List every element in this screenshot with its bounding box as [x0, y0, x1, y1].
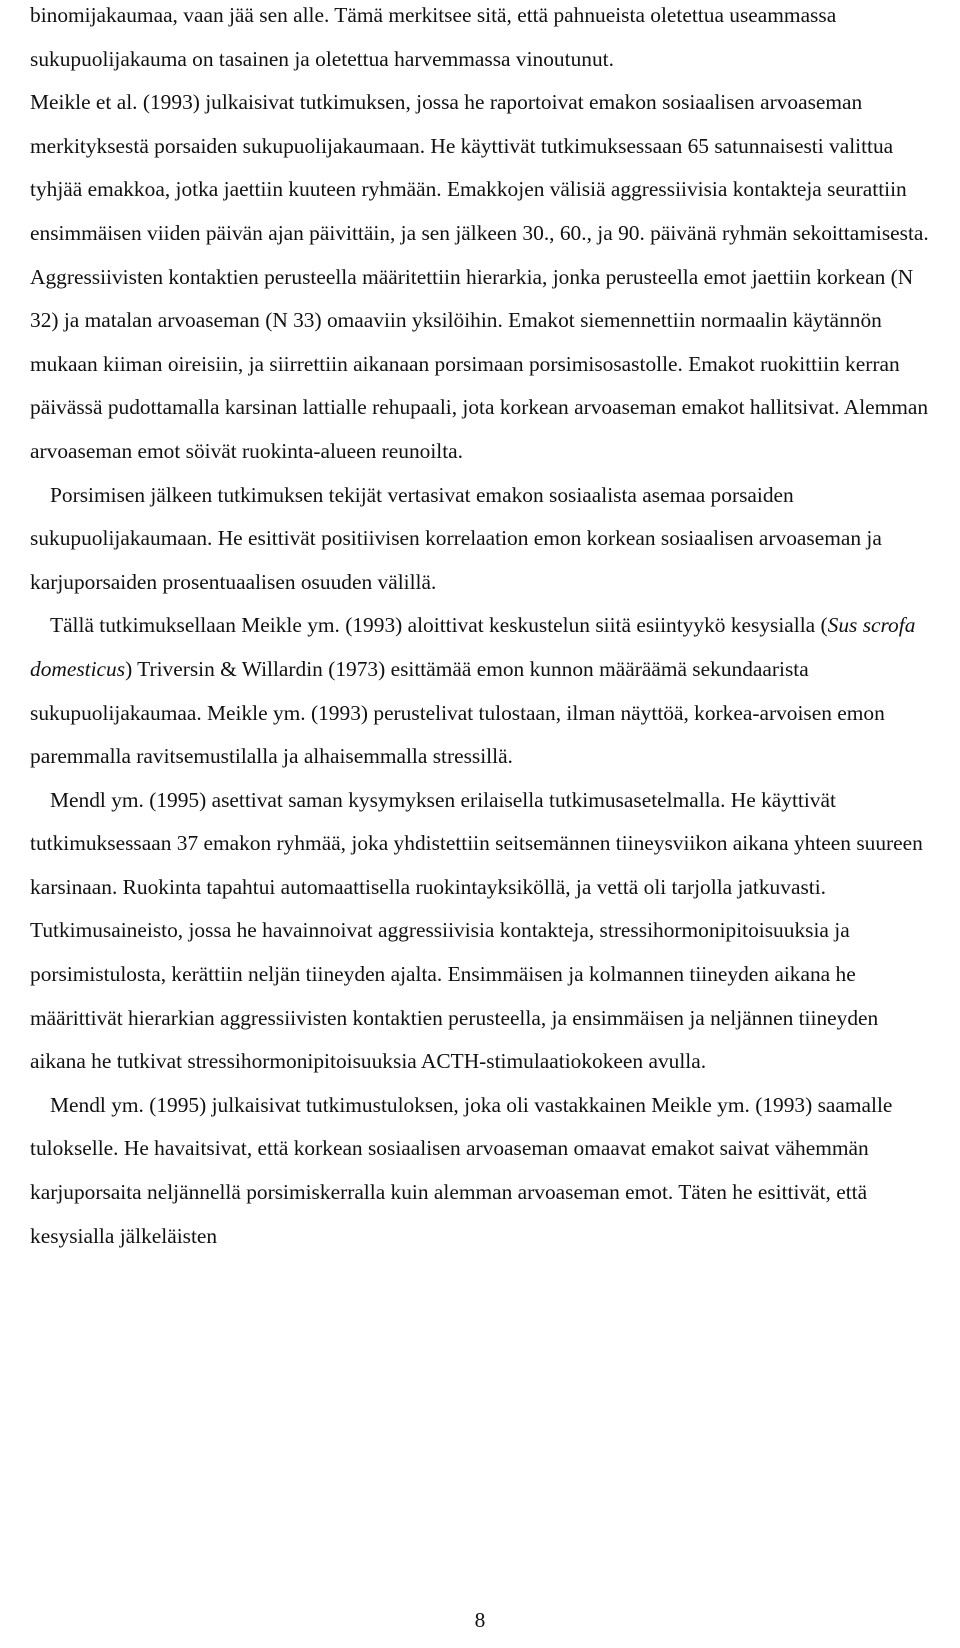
paragraph-6: Mendl ym. (1995) julkaisivat tutkimustuloksen, joka oli vastakkainen Meikle ym. (1993) saamalle tulokselle. He havaitsivat, että korkean sosiaalisen arvoaseman omaavat emakot saivat vähemmän karjuporsaita neljännellä porsimiskerralla kuin alemman arvoaseman emot. Täten he esittivät, että kesysialla jälkeläisten [30, 1092, 893, 1248]
paragraph-1: binomijakaumaa, vaan jää sen alle. Tämä merkitsee sitä, että pahnueista oletettua useammassa sukupuolijakauma on tasainen ja oletettua harvemmassa vinoutunut. [30, 3, 837, 71]
paragraph-3: Porsimisen jälkeen tutkimuksen tekijät vertasivat emakon sosiaalista asemaa porsaiden sukupuolijakaumaan. He esittivät positiivisen korrelaation emon korkean sosiaalisen arvoaseman ja karjuporsaiden prosentuaalisen osuuden välillä. [30, 482, 882, 594]
species-name-italic: Sus scrofa domesticus [30, 613, 916, 681]
document-body [30, 0, 935, 1258]
paragraph-4-text-after: ) Triversin & Willardin (1973) esittämää emon kunnon määräämä sekundaarista sukupuolijakaumaa. Meikle ym. (1993) perustelivat tulostaan, ilman näyttöä, korkea-arvoisen emon paremmalla ravitsemustilalla ja alhaisemmalla stressillä. [30, 656, 885, 769]
paragraph-5: Mendl ym. (1995) asettivat saman kysymyksen erilaisella tutkimusasetelmalla. He käyttivät tutkimuksessaan 37 emakon ryhmää, joka yhdistettiin seitsemännen tiineysviikon aikana yhteen suureen karsinaan. Ruokinta tapahtui automaattisella ruokintayksiköllä, ja vettä oli tarjolla jatkuvasti. Tutkimusaineisto, jossa he havainnoivat aggressiivisia kontakteja, stressihormonipitoisuuksia ja porsimistulosta, kerättiin neljän tiineyden ajalta. Ensimmäisen ja kolmannen tiineyden aikana he määrittivät hierarkian aggressiivisten kontaktien perusteella, ja ensimmäisen ja neljännen tiineyden aikana he tutkivat stressihormonipitoisuuksia ACTH-stimulaatiokokeen avulla. [30, 787, 923, 1074]
paragraph-4 [30, 604, 935, 778]
paragraph-2: Meikle et al. (1993) julkaisivat tutkimuksen, jossa he raportoivat emakon sosiaalisen arvoaseman merkityksestä porsaiden sukupuolijakaumaan. He käyttivät tutkimuksessaan 65 satunnaisesti valittua tyhjää emakkoa, jotka jaettiin kuuteen ryhmään. Emakkojen välisiä aggressiivisia kontakteja seurattiin ensimmäisen viiden päivän ajan päivittäin, ja sen jälkeen 30., 60., ja 90. päivänä ryhmän sekoittamisesta. Aggressiivisten kontaktien perusteella määritettiin hierarkia, jonka perusteella emot jaettiin korkean (N 32) ja matalan arvoaseman (N 33) omaaviin yksilöihin. Emakot siemennettiin normaalin käytännön mukaan kiiman oireisiin, ja siirrettiin aikanaan porsimaan porsimisosastolle. Emakot ruokittiin kerran päivässä pudottamalla karsinan lattialle rehupaali, jota korkean arvoaseman emakot hallitsivat. Alemman arvoaseman emot söivät ruokinta-alueen reunoilta. [30, 90, 929, 463]
paragraph-4-text-before: Tällä tutkimuksellaan Meikle ym. (1993) aloittivat keskustelun siitä esiintyykö kesysialla ( [50, 613, 828, 638]
page-number: 8 [474, 1608, 486, 1632]
